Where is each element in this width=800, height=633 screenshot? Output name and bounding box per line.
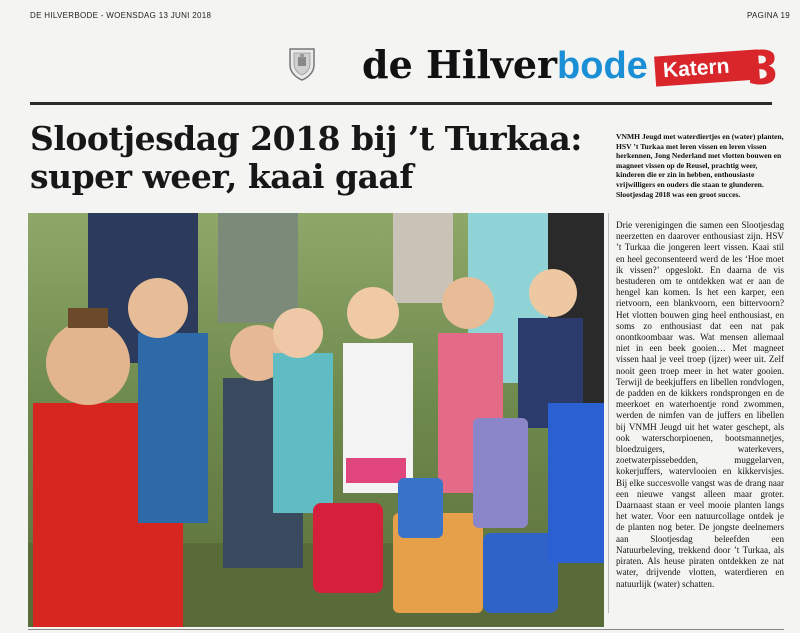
logo-text-bode: bode bbox=[557, 45, 648, 87]
page-header-bar bbox=[0, 0, 800, 30]
masthead-divider bbox=[30, 102, 772, 105]
article-intro: VNMH Jeugd met waterdiertjes en (water) planten, HSV ’t Turkaa met leren vissen en leren vissen herkennen, Jong Nederland met vlotten bouwen en magneet vissen op de Reusel, prachtig weer, kinderen die er zin in hebben, enthousiaste vrijwilligers en ouders die staan te glunderen. Slootjesdag 2018 was een groot succes. bbox=[616, 132, 784, 199]
headline-line-1: Slootjesdag 2018 bij ’t Turkaa: bbox=[30, 119, 582, 158]
page-number: PAGINA 19 bbox=[746, 10, 790, 20]
page-bottom-rule bbox=[28, 629, 784, 630]
logo-text-hilver: de Hilver bbox=[362, 42, 558, 87]
article-body: Drie verenigingen die samen een Slootjesdag neerzetten en daarover enthousiast zijn. HSV ’t Turkaa die jongeren leert vissen. Kaai stil en heel geconsenteerd werd de les ‘Hoe moet ik vissen?’ opgeslokt. En daarna de vis bestuderen om te ontdekken wat er aan de hengel kan komen. Is het een karper, een rietvoorn, een blankvoorn, een bittervoorn? Het vlotten bouwen ging heel enthousiast, en soms zo enthousiast dat een nat pak onontkoombaar was. Wat mensen allemaal niet in een beek gooien… Met magneet vissen haal je veel troep (ijzer) weer uit. Zelf nooit geen troep meer in het water gooien. Terwijl de beekjuffers en libellen rondvlogen, de padden en de kikkers rondsprongen en de meerkoet en waterhoentje rond zwommen, werden de nimfen van de juffers en libellen bij VNMH Jeugd uit het water geschept, als ook waterschorpioenen, bootsmannetjes, bloedzuigers, waterkevers, zoetwaterpissebedden, muggelarven, kokerjuffers, watervlooien en kikkervisjes. Bij elke succesvolle vangst was de drang naar een nieuwe vangst alleen maar groter. Daarnaast staan er veel mooie planten langs het water. Voor een natuurcollage ontdek je de planten nog beter. De jongste deelnemers aan Slootjesdag beleefden een Natuurbeleving, trekkend door ’t Turkaa, als piraten. Als heuse piraten ontdekken ze nat water, drijvende vlotten, waterdieren en natuurlijk (water) schatten. bbox=[616, 220, 784, 589]
katern-badge bbox=[655, 41, 785, 95]
column-divider bbox=[608, 213, 609, 613]
headline-line-2: super weer, kaai gaaf bbox=[30, 157, 414, 196]
newspaper-logo bbox=[362, 42, 648, 88]
article-headline bbox=[30, 120, 605, 196]
issue-date: DE HILVERBODE - WOENSDAG 13 JUNI 2018 bbox=[30, 10, 212, 20]
municipal-crest-icon bbox=[287, 45, 317, 81]
katern-label: Katern bbox=[662, 54, 731, 83]
katern-number: 3 bbox=[747, 41, 780, 95]
article-photo-children bbox=[28, 213, 604, 627]
